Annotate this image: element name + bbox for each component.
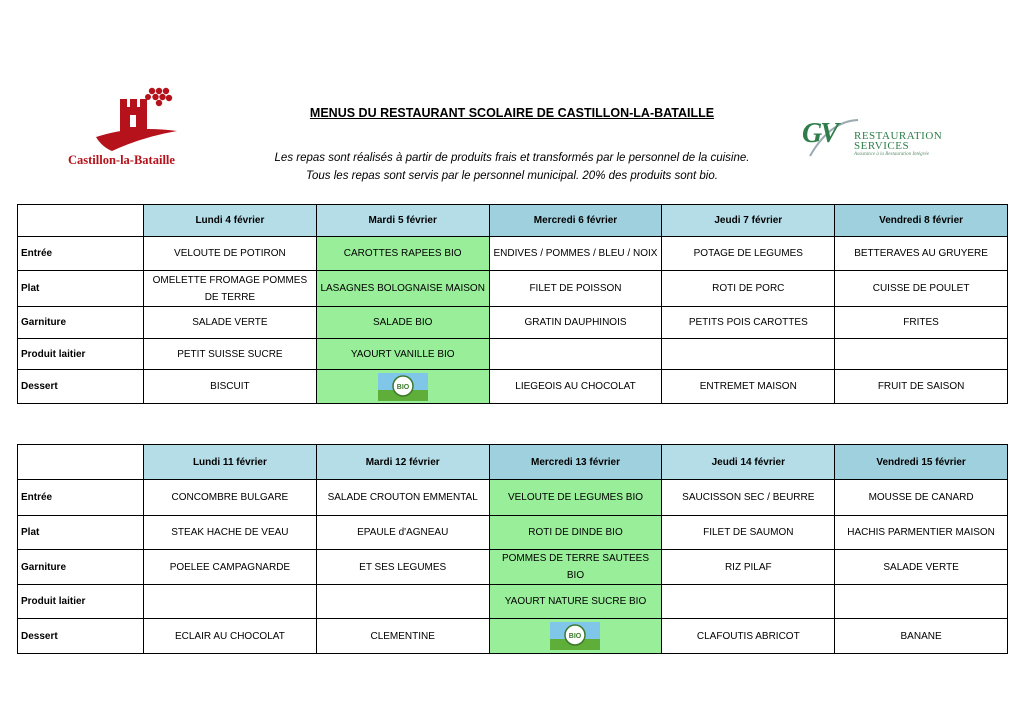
day-header: Lundi 4 février — [144, 205, 317, 237]
menu-cell: CLAFOUTIS ABRICOT — [662, 619, 835, 654]
day-header: Mardi 12 février — [316, 445, 489, 480]
table-row — [18, 237, 1008, 271]
menu-cell: SALADE CROUTON EMMENTAL — [316, 480, 489, 516]
menu-cell: LIEGEOIS AU CHOCOLAT — [489, 370, 662, 404]
svg-text:BIO: BIO — [396, 383, 409, 391]
row-label: Garniture — [18, 550, 144, 585]
table-row — [18, 271, 1008, 307]
page-title: MENUS DU RESTAURANT SCOLAIRE DE CASTILLON-LA-BATAILLE — [309, 106, 715, 120]
row-label: Plat — [18, 516, 144, 550]
menu-cell: PETITS POIS CAROTTES — [662, 307, 835, 339]
menu-cell: CAROTTES RAPEES BIO — [316, 237, 489, 271]
menu-table-week1 — [17, 204, 1008, 404]
menu-cell: SALADE VERTE — [144, 307, 317, 339]
row-label: Dessert — [18, 619, 144, 654]
menu-cell: ENTREMET MAISON — [662, 370, 835, 404]
table-row — [18, 585, 1008, 619]
bio-logo-icon — [378, 373, 428, 401]
table-row — [18, 516, 1008, 550]
menu-cell: SAUCISSON SEC / BEURRE — [662, 480, 835, 516]
logo-tagline: Assistance à la Restauration Intégrée — [854, 152, 929, 157]
menu-cell: FRUIT DE SAISON — [835, 370, 1008, 404]
menu-cell: CUISSE DE POULET — [835, 271, 1008, 307]
menu-cell: ROTI DE DINDE BIO — [489, 516, 662, 550]
row-label: Dessert — [18, 370, 144, 404]
menu-cell — [316, 585, 489, 619]
intro-line-2: Tous les repas sont servis par le personnel municipal. 20% des produits sont bio. — [306, 170, 718, 182]
day-header: Mercredi 6 février — [489, 205, 662, 237]
gv-letters: GV — [802, 118, 837, 149]
menu-cell: POELEE CAMPAGNARDE — [144, 550, 317, 585]
menu-cell — [662, 339, 835, 370]
castle-grapes-icon — [82, 85, 192, 155]
menu-cell: SALADE BIO — [316, 307, 489, 339]
menu-cell: RIZ PILAF — [662, 550, 835, 585]
bio-logo-icon — [550, 622, 600, 650]
day-header: Jeudi 14 février — [662, 445, 835, 480]
table-header-row — [18, 445, 1008, 480]
day-header: Vendredi 8 février — [835, 205, 1008, 237]
day-header: Jeudi 7 février — [662, 205, 835, 237]
table-row — [18, 619, 1008, 654]
menu-cell: SALADE VERTE — [835, 550, 1008, 585]
row-label: Produit laitier — [18, 585, 144, 619]
row-label: Entrée — [18, 237, 144, 271]
day-header: Vendredi 15 février — [835, 445, 1008, 480]
menu-cell: HACHIS PARMENTIER MAISON — [835, 516, 1008, 550]
row-label: Produit laitier — [18, 339, 144, 370]
table-row — [18, 550, 1008, 585]
table-row — [18, 480, 1008, 516]
menu-cell: FILET DE POISSON — [489, 271, 662, 307]
menu-cell — [489, 619, 662, 654]
menu-cell: GRATIN DAUPHINOIS — [489, 307, 662, 339]
menu-cell — [144, 585, 317, 619]
menu-cell: OMELETTE FROMAGE POMMES DE TERRE — [144, 271, 317, 307]
menu-cell — [835, 339, 1008, 370]
menu-cell: ROTI DE PORC — [662, 271, 835, 307]
menu-cell: STEAK HACHE DE VEAU — [144, 516, 317, 550]
menu-cell — [835, 585, 1008, 619]
menu-cell: ET SES LEGUMES — [316, 550, 489, 585]
restauration-text: RESTAURATION — [854, 130, 943, 142]
table-row — [18, 307, 1008, 339]
row-label: Entrée — [18, 480, 144, 516]
menu-table-week2 — [17, 444, 1008, 654]
row-label: Garniture — [18, 307, 144, 339]
menu-cell: FRITES — [835, 307, 1008, 339]
menu-cell: VELOUTE DE POTIRON — [144, 237, 317, 271]
menu-cell: VELOUTE DE LEGUMES BIO — [489, 480, 662, 516]
table-header-row — [18, 205, 1008, 237]
svg-text:BIO: BIO — [569, 633, 582, 640]
menu-cell: CLEMENTINE — [316, 619, 489, 654]
menu-cell — [316, 370, 489, 404]
day-header: Mardi 5 février — [316, 205, 489, 237]
menu-cell: ECLAIR AU CHOCOLAT — [144, 619, 317, 654]
town-name: Castillon-la-Bataille — [68, 153, 175, 167]
services-text: SERVICES — [854, 140, 910, 152]
menu-cell — [662, 585, 835, 619]
menu-cell: PETIT SUISSE SUCRE — [144, 339, 317, 370]
menu-cell: BANANE — [835, 619, 1008, 654]
menu-cell: MOUSSE DE CANARD — [835, 480, 1008, 516]
menu-cell: POMMES DE TERRE SAUTEES BIO — [489, 550, 662, 585]
menu-cell: BETTERAVES AU GRUYERE — [835, 237, 1008, 271]
corner-cell — [18, 445, 144, 480]
menu-cell — [489, 339, 662, 370]
menu-cell: LASAGNES BOLOGNAISE MAISON — [316, 271, 489, 307]
day-header: Mercredi 13 février — [489, 445, 662, 480]
row-label: Plat — [18, 271, 144, 307]
menu-cell: POTAGE DE LEGUMES — [662, 237, 835, 271]
menu-cell: ENDIVES / POMMES / BLEU / NOIX — [489, 237, 662, 271]
menu-cell: BISCUIT — [144, 370, 317, 404]
intro-line-1: Les repas sont réalisés à partir de produits frais et transformés par le personnel de la cuisine. — [274, 152, 750, 164]
table-row — [18, 370, 1008, 404]
table-row — [18, 339, 1008, 370]
menu-cell: EPAULE d'AGNEAU — [316, 516, 489, 550]
day-header: Lundi 11 février — [144, 445, 317, 480]
menu-cell: YAOURT VANILLE BIO — [316, 339, 489, 370]
menu-cell: CONCOMBRE BULGARE — [144, 480, 317, 516]
menu-cell: FILET DE SAUMON — [662, 516, 835, 550]
corner-cell — [18, 205, 144, 237]
menu-cell: YAOURT NATURE SUCRE BIO — [489, 585, 662, 619]
